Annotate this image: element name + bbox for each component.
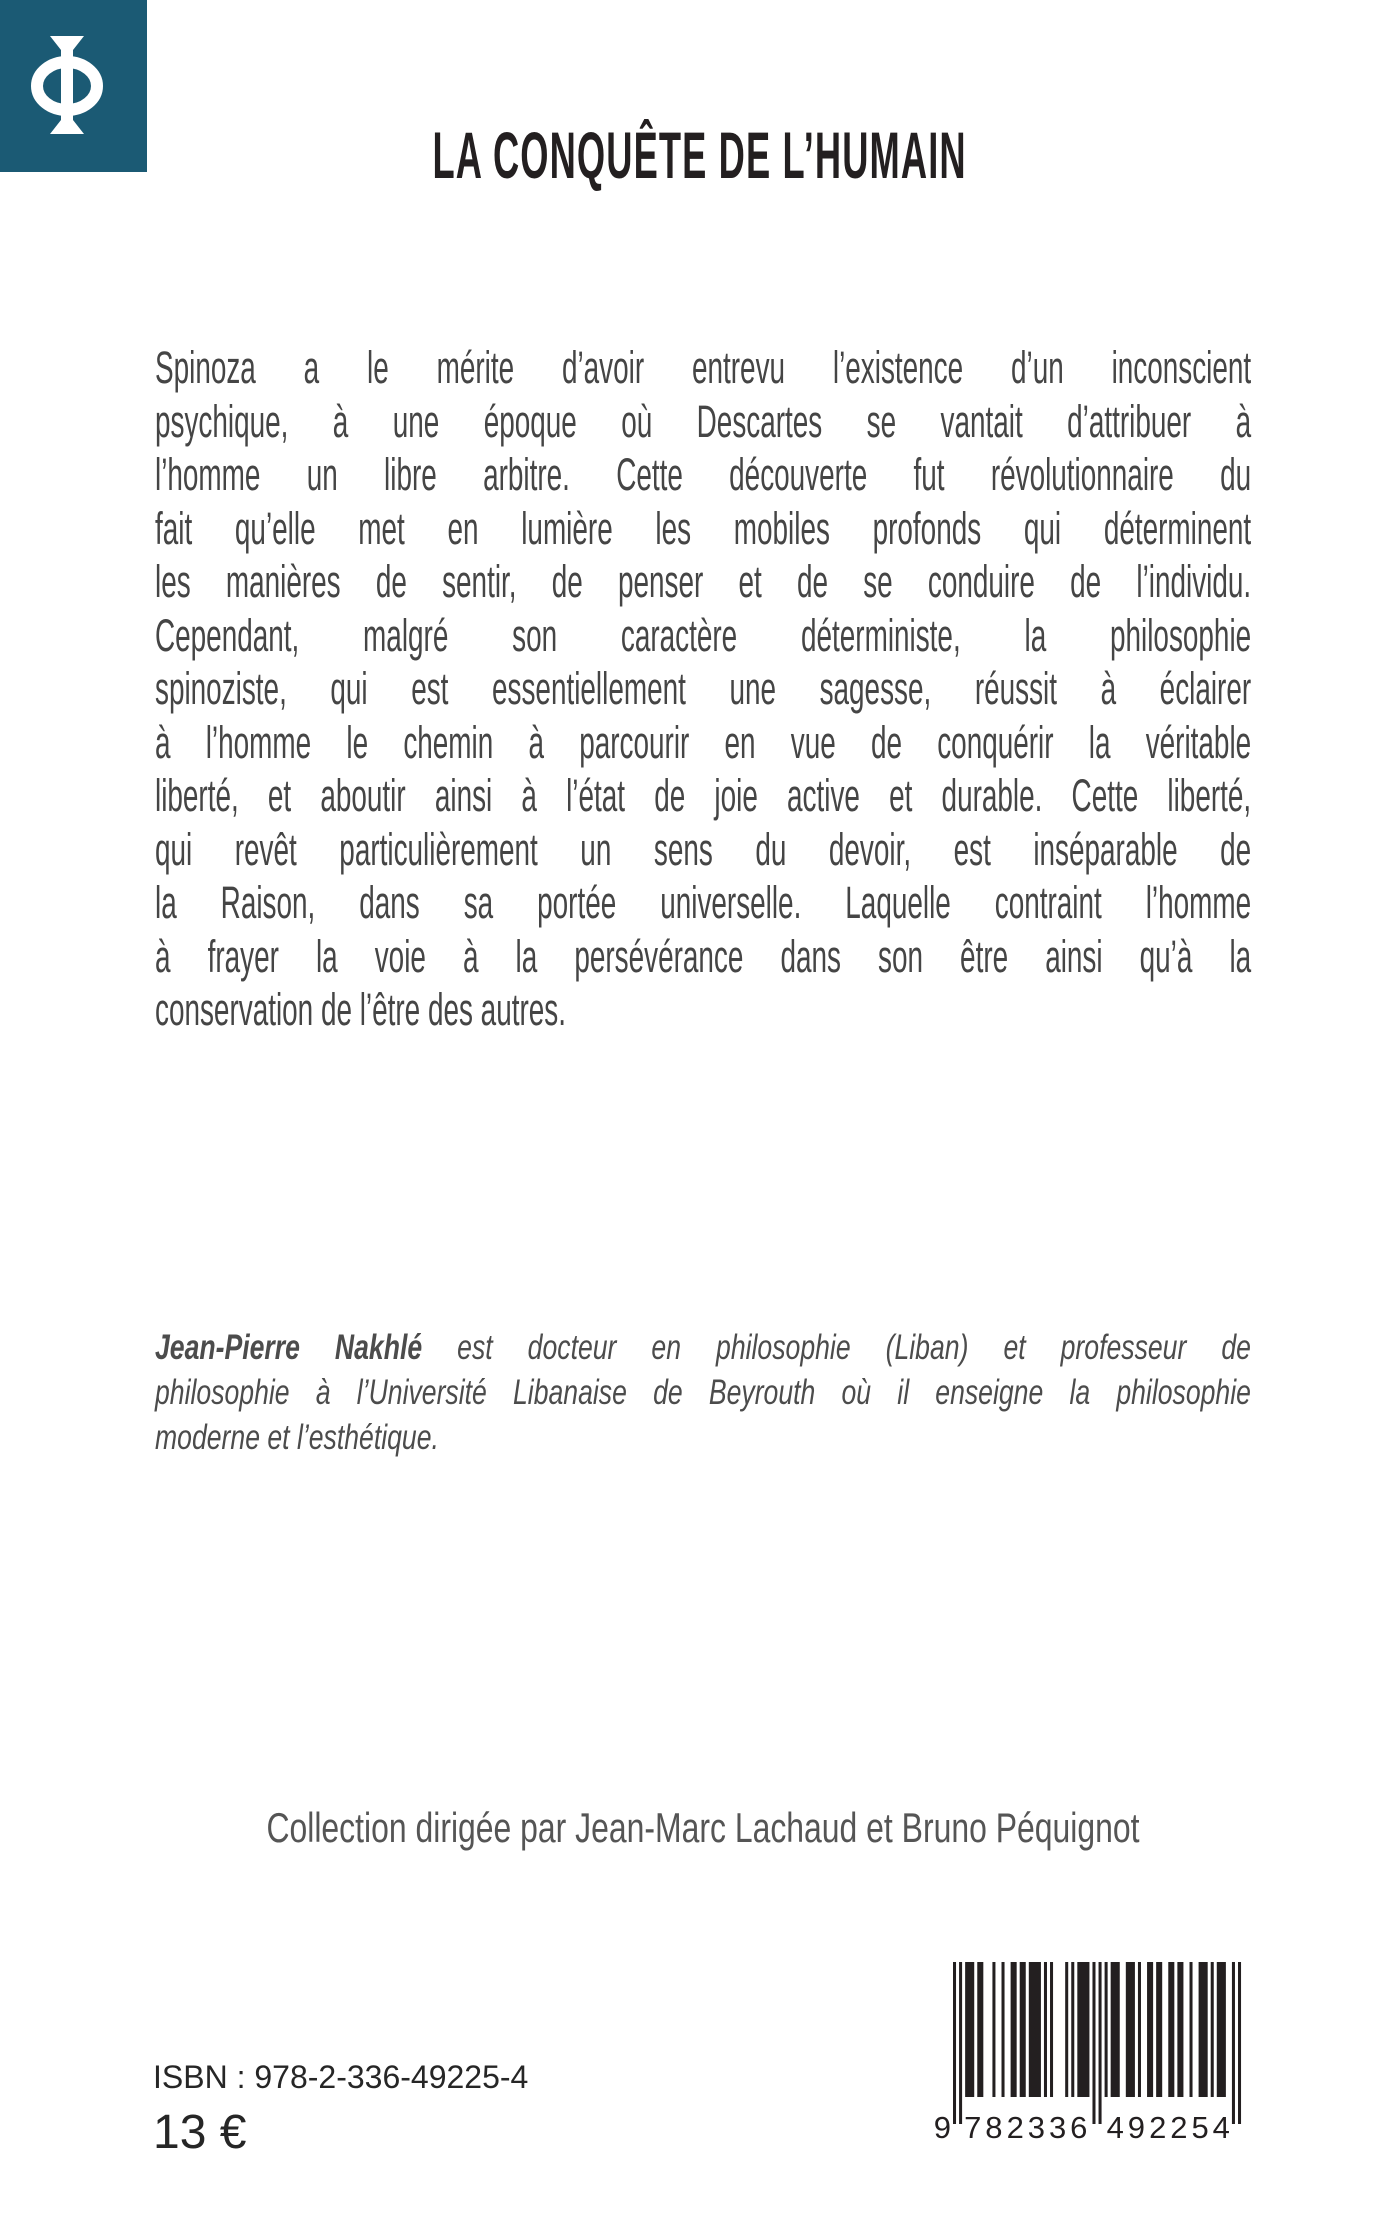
svg-text:2: 2 [1149,2110,1167,2145]
svg-text:2: 2 [1006,2110,1024,2145]
author-bio-text: est docteur en philosophie (Liban) et professeur de [457,1328,1251,1367]
synopsis-line: Cependant, malgré son caractère déterministe, la philosophie [155,609,1252,661]
ean13-barcode [920,1962,1250,2145]
synopsis-line: à l’homme le chemin à parcourir en vue de conquérir la véritable [155,716,1252,768]
author-bio-line: moderne et l’esthétique. [155,1418,439,1457]
synopsis-line: fait qu’elle met en lumière les mobiles profonds qui déterminent [155,502,1252,554]
synopsis-line: liberté, et aboutir ainsi à l’état de joie active et durable. Cette liberté, [155,770,1252,821]
synopsis-line: spinoziste, qui est essentiellement une sagesse, réussit à éclairer [155,663,1252,714]
svg-text:9: 9 [933,2110,952,2145]
svg-text:3: 3 [1027,2110,1046,2145]
credits-block [155,0,1251,2231]
title-row [0,118,1400,192]
synopsis [155,341,1251,1037]
svg-text:9: 9 [1127,2110,1146,2145]
author-name: Jean-Pierre Nakhlé [155,1328,423,1367]
svg-text:7: 7 [964,2110,982,2145]
book-title: LA CONQUÊTE DE L’HUMAIN [432,118,968,192]
synopsis-block [155,0,1251,2231]
author-bio [155,1325,1251,1460]
svg-text:3: 3 [1048,2110,1067,2145]
barcode-bars [920,1962,1250,2145]
synopsis-line: conservation de l’être des autres. [155,984,566,1035]
isbn: ISBN : 978-2-336-49225-4 [153,2059,529,2095]
synopsis-line: la Raison, dans sa portée universelle. Laquelle contraint l’homme [155,877,1252,928]
synopsis-line: psychique, à une époque où Descartes se vantait d’attribuer à [155,395,1252,447]
synopsis-line: qui revêt particulièrement un sens du devoir, est inséparable de [155,823,1252,875]
author-bio-line: philosophie à l’Université Libanaise de Beyrouth où il enseigne la philosophie [155,1373,1251,1412]
collection-credit: Collection dirigée par Jean-Marc Lachaud et Bruno Péquignot [266,1804,1140,1851]
svg-text:4: 4 [1212,2110,1230,2145]
svg-text:4: 4 [1106,2110,1124,2145]
svg-text:8: 8 [985,2110,1003,2145]
synopsis-line: les manières de sentir, de penser et de se conduire de l’individu. [155,556,1252,607]
synopsis-line: l’homme un libre arbitre. Cette découverte fut révolutionnaire du [155,449,1252,500]
synopsis-line: Spinoza a le mérite d’avoir entrevu l’existence d’un inconscient [155,342,1252,393]
svg-text:6: 6 [1070,2110,1088,2145]
price: 13 € [153,2106,247,2159]
author-bio-line [155,1325,1251,1370]
synopsis-line: à frayer la voie à la persévérance dans son être ainsi qu’à la [155,930,1252,982]
svg-text:5: 5 [1191,2110,1209,2145]
svg-text:2: 2 [1170,2110,1188,2145]
